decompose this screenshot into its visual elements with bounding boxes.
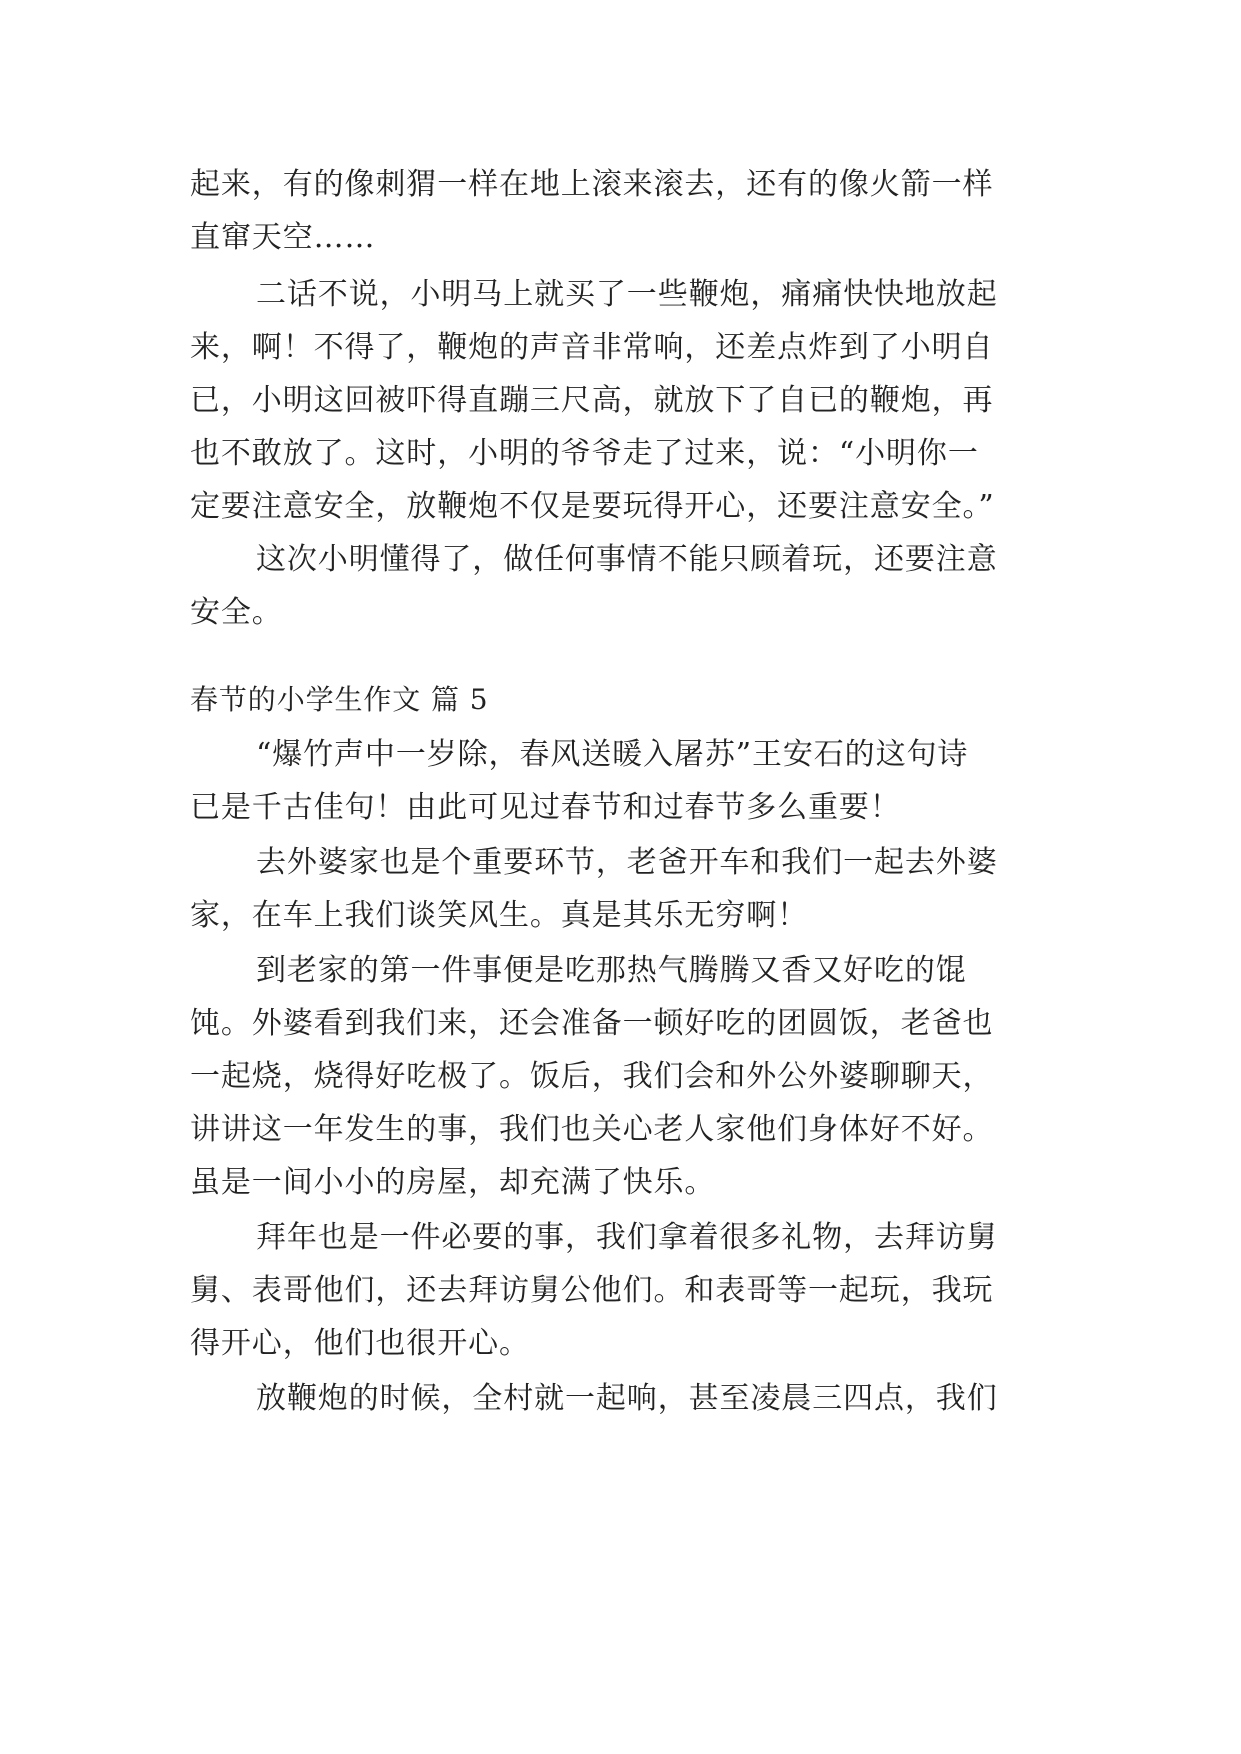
text-line: 起来，有的像刺猬一样在地上滚来滚去，还有的像火箭一样: [190, 167, 994, 202]
text-line: 定要注意安全，放鞭炮不仅是要玩得开心，还要注意安全。”: [190, 489, 995, 524]
paragraph-first-line: 拜年也是一件必要的事，我们拿着很多礼物，去拜访舅: [256, 1220, 998, 1255]
paragraph-first-line: 去外婆家也是个重要环节，老爸开车和我们一起去外婆: [256, 845, 998, 880]
text-line: 来，啊！不得了，鞭炮的声音非常响，还差点炸到了小明自: [190, 330, 994, 365]
text-line: 家，在车上我们谈笑风生。真是其乐无穷啊！: [190, 898, 808, 933]
section-heading: 春节的小学生作文 篇 5: [190, 683, 489, 716]
text-line: 已是千古佳句！由此可见过春节和过春节多么重要！: [190, 790, 901, 825]
text-line: 讲讲这一年发生的事，我们也关心老人家他们身体好不好。: [190, 1112, 994, 1147]
text-line: 得开心，他们也很开心。: [190, 1326, 530, 1361]
paragraph-first-line: 二话不说，小明马上就买了一些鞭炮，痛痛快快地放起: [256, 277, 998, 312]
text-line: 安全。: [190, 595, 283, 630]
paragraph-first-line: “爆竹声中一岁除，春风送暖入屠苏”王安石的这句诗: [256, 737, 969, 772]
text-line: 舅、表哥他们，还去拜访舅公他们。和表哥等一起玩，我玩: [190, 1273, 994, 1308]
text-line: 虽是一间小小的房屋，却充满了快乐。: [190, 1165, 716, 1200]
paragraph-first-line: 放鞭炮的时候，全村就一起响，甚至凌晨三四点，我们: [256, 1381, 998, 1416]
paragraph-first-line: 到老家的第一件事便是吃那热气腾腾又香又好吃的馄: [256, 953, 967, 988]
text-line: 已，小明这回被吓得直蹦三尺高，就放下了自已的鞭炮，再: [190, 383, 994, 418]
text-line: 饨。外婆看到我们来，还会准备一顿好吃的团圆饭，老爸也: [190, 1006, 994, 1041]
text-line: 也不敢放了。这时，小明的爷爷走了过来，说：“小明你一: [190, 436, 979, 471]
text-line: 一起烧，烧得好吃极了。饭后，我们会和外公外婆聊聊天，: [190, 1059, 994, 1094]
paragraph-first-line: 这次小明懂得了，做任何事情不能只顾着玩，还要注意: [256, 542, 998, 577]
text-line: 直窜天空……: [190, 220, 376, 255]
